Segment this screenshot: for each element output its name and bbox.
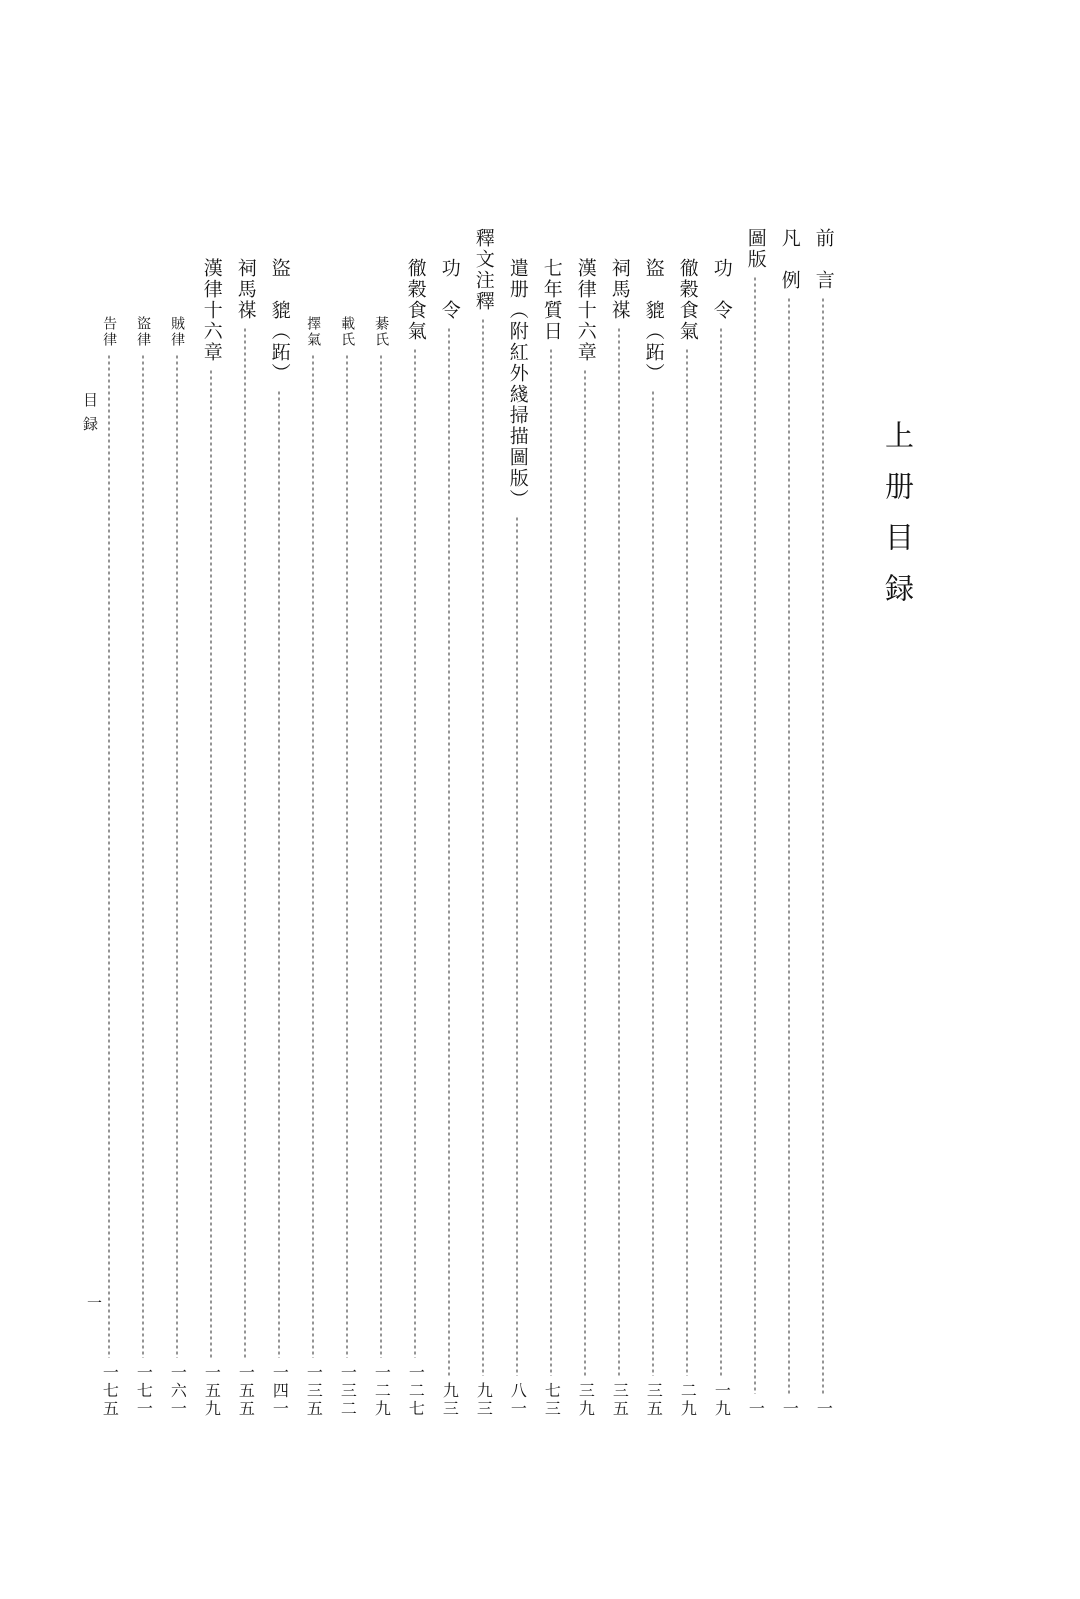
toc-entry-page-number: 一 bbox=[780, 1400, 800, 1418]
folio-number: 一 bbox=[85, 1295, 103, 1310]
table-of-contents bbox=[100, 228, 840, 1428]
toc-entry-inner bbox=[602, 228, 636, 1418]
toc-leader-dots bbox=[380, 354, 382, 1358]
toc-entry-inner bbox=[636, 228, 670, 1418]
toc-entry-page-number: 一二九 bbox=[372, 1364, 392, 1418]
toc-entry-label: 擇氣 bbox=[305, 316, 322, 348]
toc-leader-dots bbox=[584, 369, 586, 1376]
toc-entry-page-number: 一三五 bbox=[304, 1364, 324, 1418]
toc-entry[interactable] bbox=[500, 228, 534, 1418]
toc-leader-dots bbox=[788, 297, 790, 1394]
toc-entry-inner bbox=[364, 228, 398, 1418]
toc-leader-dots bbox=[652, 390, 654, 1376]
toc-entry-inner bbox=[738, 228, 772, 1418]
toc-leader-dots bbox=[142, 354, 144, 1358]
toc-entry-page-number: 一四一 bbox=[270, 1364, 290, 1418]
running-head: 目録 bbox=[81, 392, 99, 440]
toc-leader-dots bbox=[822, 297, 824, 1394]
toc-entry[interactable] bbox=[534, 228, 568, 1418]
toc-entry-inner bbox=[772, 228, 806, 1418]
toc-entry-label: 功 令 bbox=[710, 258, 733, 321]
toc-entry[interactable] bbox=[194, 228, 228, 1418]
toc-entry-page-number: 九三 bbox=[474, 1382, 494, 1418]
toc-entry[interactable] bbox=[738, 228, 772, 1418]
toc-leader-dots bbox=[516, 516, 518, 1376]
toc-entry-page-number: 一 bbox=[746, 1400, 766, 1418]
toc-entry-inner bbox=[500, 228, 534, 1418]
toc-entry-inner bbox=[262, 228, 296, 1418]
toc-entry-label: 功 令 bbox=[438, 258, 461, 321]
toc-entry-page-number: 一三二 bbox=[338, 1364, 358, 1418]
toc-leader-dots bbox=[686, 348, 688, 1376]
toc-leader-dots bbox=[244, 327, 246, 1358]
toc-entry[interactable] bbox=[160, 228, 194, 1418]
toc-entry-label: 七年質日 bbox=[540, 258, 563, 342]
toc-entry-label: 賊律 bbox=[169, 316, 186, 348]
toc-entry[interactable] bbox=[704, 228, 738, 1418]
toc-entry-page-number: 一二七 bbox=[406, 1364, 426, 1418]
toc-entry-label: 漢律十六章 bbox=[200, 258, 223, 363]
toc-entry-label: 釋文注釋 bbox=[472, 228, 495, 312]
toc-entry-inner bbox=[296, 228, 330, 1418]
toc-entry-inner bbox=[806, 228, 840, 1418]
toc-leader-dots bbox=[346, 354, 348, 1358]
toc-entry-page-number: 一五五 bbox=[236, 1364, 256, 1418]
toc-leader-dots bbox=[108, 354, 110, 1358]
toc-entry-page-number: 一七一 bbox=[134, 1364, 154, 1418]
toc-entry-label: 凡 例 bbox=[778, 228, 801, 291]
toc-entry-inner bbox=[92, 228, 126, 1418]
toc-entry[interactable] bbox=[602, 228, 636, 1418]
toc-entry[interactable] bbox=[806, 228, 840, 1418]
toc-entry[interactable] bbox=[364, 228, 398, 1418]
toc-entry-inner bbox=[398, 228, 432, 1418]
toc-entry-page-number: 一七五 bbox=[100, 1364, 120, 1418]
toc-entry-inner bbox=[466, 228, 500, 1418]
toc-leader-dots bbox=[550, 348, 552, 1376]
toc-entry-page-number: 三五 bbox=[610, 1382, 630, 1418]
toc-entry-label: 盜律 bbox=[135, 316, 152, 348]
toc-entry-label: 載氏 bbox=[339, 316, 356, 348]
toc-entry[interactable] bbox=[330, 228, 364, 1418]
toc-entry[interactable] bbox=[432, 228, 466, 1418]
toc-entry-page-number: 三九 bbox=[576, 1382, 596, 1418]
toc-entry[interactable] bbox=[568, 228, 602, 1418]
toc-entry-page-number: 二九 bbox=[678, 1382, 698, 1418]
toc-entry-label: 綦氏 bbox=[373, 316, 390, 348]
toc-entry[interactable] bbox=[228, 228, 262, 1418]
toc-entry[interactable] bbox=[398, 228, 432, 1418]
toc-entry-page-number: 八一 bbox=[508, 1382, 528, 1418]
toc-entry-inner bbox=[330, 228, 364, 1418]
toc-entry-label: 徹穀食氣 bbox=[676, 258, 699, 342]
toc-entry-page-number: 一五九 bbox=[202, 1364, 222, 1418]
toc-entry-inner bbox=[704, 228, 738, 1418]
toc-entry-page-number: 九三 bbox=[440, 1382, 460, 1418]
toc-entry[interactable] bbox=[92, 228, 126, 1418]
toc-entry-page-number: 一六一 bbox=[168, 1364, 188, 1418]
toc-leader-dots bbox=[618, 327, 620, 1376]
toc-entry-label: 盜 貔（跖） bbox=[268, 258, 291, 384]
toc-leader-dots bbox=[448, 327, 450, 1376]
toc-entry[interactable] bbox=[126, 228, 160, 1418]
toc-entry[interactable] bbox=[636, 228, 670, 1418]
toc-entry-page-number: 七三 bbox=[542, 1382, 562, 1418]
toc-entry-page-number: 一 bbox=[814, 1400, 834, 1418]
toc-entry-page-number: 三五 bbox=[644, 1382, 664, 1418]
toc-leader-dots bbox=[210, 369, 212, 1358]
toc-entry-inner bbox=[432, 228, 466, 1418]
toc-entry-label: 漢律十六章 bbox=[574, 258, 597, 363]
page-title: 上册目録 bbox=[881, 420, 915, 624]
toc-entry-label: 祠馬禖 bbox=[608, 258, 631, 321]
toc-entry-inner bbox=[534, 228, 568, 1418]
toc-entry-label: 遣册（附紅外綫掃描圖版） bbox=[506, 258, 529, 510]
toc-entry-label: 徹穀食氣 bbox=[404, 258, 427, 342]
toc-leader-dots bbox=[754, 276, 756, 1394]
toc-entry-label: 盜 貔（跖） bbox=[642, 258, 665, 384]
toc-leader-dots bbox=[414, 348, 416, 1358]
toc-leader-dots bbox=[278, 390, 280, 1358]
toc-entry-inner bbox=[228, 228, 262, 1418]
toc-entry-inner bbox=[194, 228, 228, 1418]
toc-leader-dots bbox=[482, 318, 484, 1376]
toc-entry-label: 告律 bbox=[101, 316, 118, 348]
toc-entry-inner bbox=[126, 228, 160, 1418]
toc-leader-dots bbox=[176, 354, 178, 1358]
toc-entry-inner bbox=[568, 228, 602, 1418]
toc-entry[interactable] bbox=[262, 228, 296, 1418]
toc-entry[interactable] bbox=[466, 228, 500, 1418]
toc-entry-label: 圖版 bbox=[744, 228, 767, 270]
toc-entry[interactable] bbox=[670, 228, 704, 1418]
toc-entry[interactable] bbox=[296, 228, 330, 1418]
toc-entry-inner bbox=[160, 228, 194, 1418]
toc-entry-label: 前 言 bbox=[812, 228, 835, 291]
toc-entry-page-number: 一九 bbox=[712, 1382, 732, 1418]
toc-leader-dots bbox=[312, 354, 314, 1358]
toc-entry-inner bbox=[670, 228, 704, 1418]
toc-leader-dots bbox=[720, 327, 722, 1376]
toc-entry[interactable] bbox=[772, 228, 806, 1418]
toc-entry-label: 祠馬禖 bbox=[234, 258, 257, 321]
